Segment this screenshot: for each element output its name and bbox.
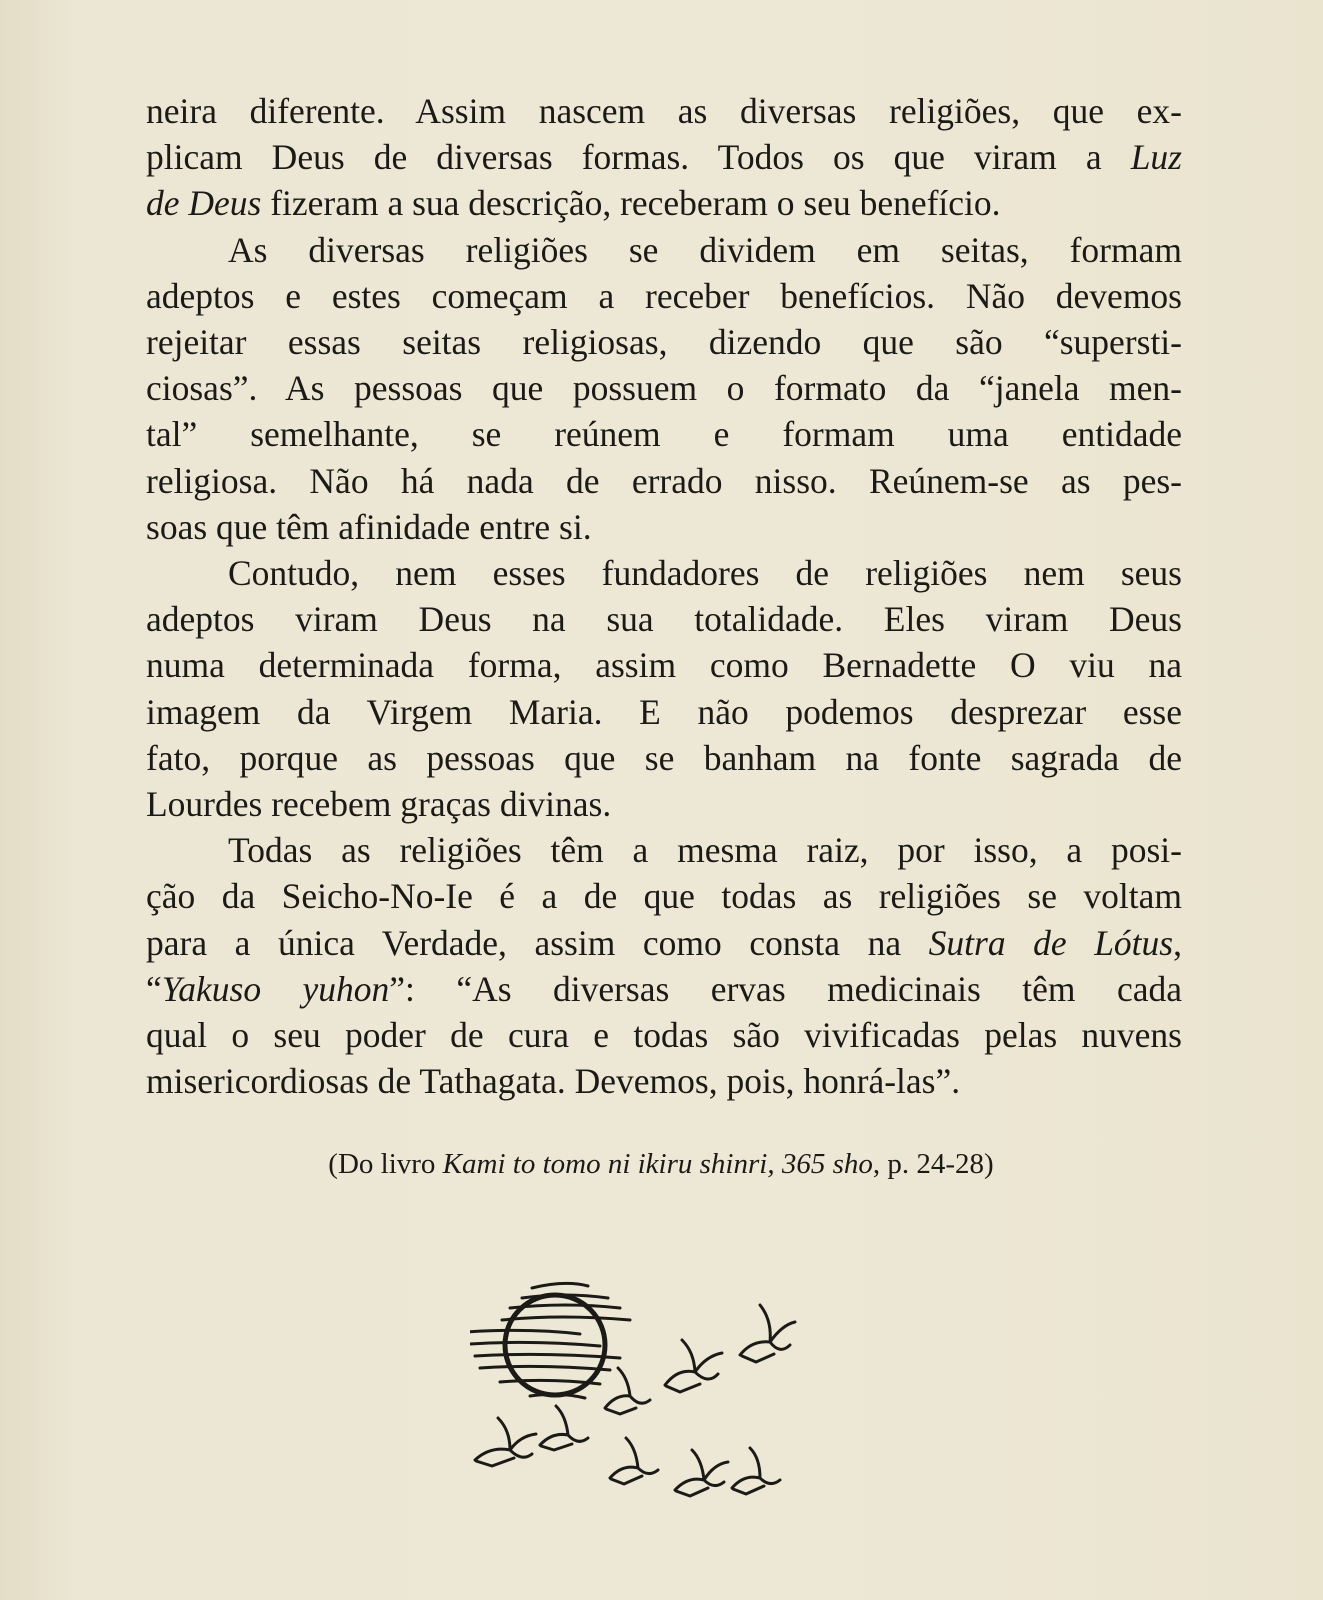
text-line: imagem da Virgem Maria. E não podemos desprezar esse — [146, 691, 1182, 732]
text-line: soas que têm afinidade entre si. — [146, 506, 592, 547]
text-line: Todas as religiões têm a mesma raiz, por isso, a posi- — [228, 830, 1182, 871]
caption-prefix: (Do livro — [328, 1148, 443, 1180]
text-line: Lourdes recebem graças divinas. — [146, 784, 612, 825]
text-line: fato, porque as pessoas que se banham na fonte sagrada de — [146, 737, 1182, 778]
body-text — [146, 88, 1182, 1104]
text-line: misericordiosas de Tathagata. Devemos, pois, honrá-las”. — [146, 1061, 961, 1102]
text-line: neira diferente. Assim nascem as diversas religiões, que ex- — [146, 91, 1182, 131]
text-line: religiosa. Não há nada de errado nisso. Reúnem-se as pes- — [146, 460, 1182, 501]
text-line: para a única Verdade, assim como consta na Sutra de Lótus, — [146, 922, 1182, 963]
sun-and-birds-icon — [470, 1250, 830, 1550]
caption-suffix: , p. 24-28) — [872, 1148, 994, 1180]
text-line: rejeitar essas seitas religiosas, dizendo que são “supersti- — [146, 322, 1182, 363]
caption-book-title: Kami to tomo ni ikiru shinri, 365 sho — [442, 1148, 873, 1180]
text-line: ciosas”. As pessoas que possuem o formato da “janela men- — [146, 368, 1182, 409]
text-line: ção da Seicho-No-Ie é a de que todas as religiões se voltam — [146, 876, 1182, 917]
text-line: tal” semelhante, se reúnem e formam uma entidade — [146, 414, 1182, 455]
text-line: adeptos e estes começam a receber benefícios. Não devemos — [146, 275, 1182, 316]
text-line: de Deus fizeram a sua descrição, receberam o seu benefício. — [146, 183, 1001, 224]
text-line: adeptos viram Deus na sua totalidade. Eles viram Deus — [146, 599, 1182, 640]
text-line: plicam Deus de diversas formas. Todos os que viram a Luz — [146, 137, 1182, 178]
text-line: numa determinada forma, assim como Bernadette O viu na — [146, 645, 1182, 686]
text-line: qual o seu poder de cura e todas são vivificadas pelas nuvens — [146, 1015, 1182, 1056]
source-caption — [246, 1148, 1076, 1181]
text-line: Contudo, nem esses fundadores de religiões nem seus — [228, 553, 1182, 594]
text-line: “Yakuso yuhon”: “As diversas ervas medicinais têm cada — [146, 968, 1182, 1009]
text-line: As diversas religiões se dividem em seitas, formam — [228, 229, 1182, 270]
